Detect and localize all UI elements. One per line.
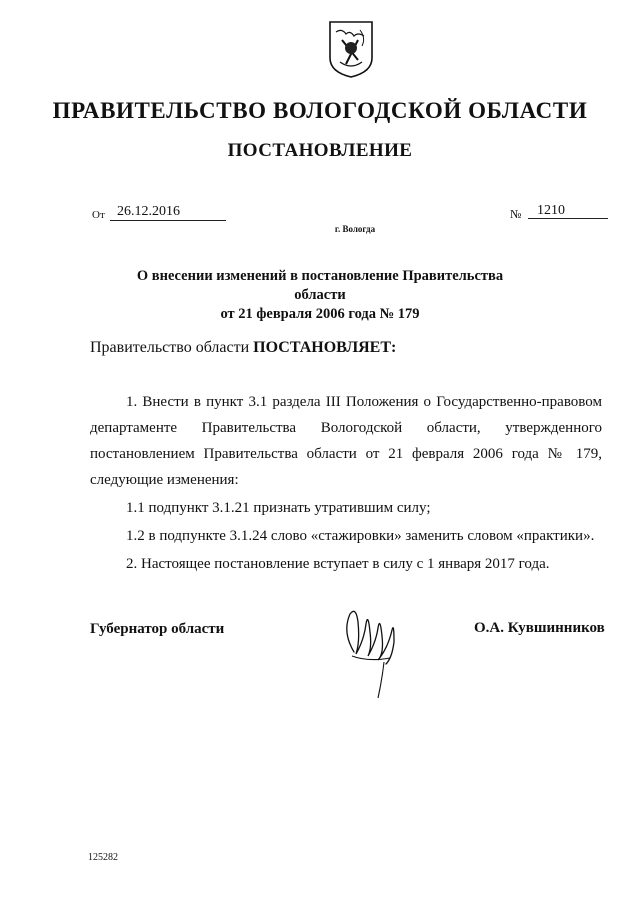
coat-of-arms-icon <box>328 20 374 78</box>
government-title: ПРАВИТЕЛЬСТВО ВОЛОГОДСКОЙ ОБЛАСТИ <box>52 98 588 123</box>
document-number: 1210 <box>537 203 565 218</box>
date-underline <box>110 220 226 221</box>
document-body <box>90 389 602 577</box>
document-subject <box>120 267 520 324</box>
resolves-keyword: ПОСТАНОВЛЯЕТ: <box>253 339 397 356</box>
subject-line-2: от 21 февраля 2006 года № 179 <box>220 306 420 322</box>
signatory-name: О.А. Кувшинников <box>474 620 605 636</box>
document-type: ПОСТАНОВЛЕНИЕ <box>227 140 413 161</box>
signatory-title: Губернатор области <box>90 621 225 637</box>
resolves-prefix: Правительство области <box>90 339 254 356</box>
number-label: № <box>510 207 522 221</box>
document-code: 125282 <box>88 852 118 863</box>
paragraph-1: 1. Внести в пункт 3.1 раздела III Положения о Государственно-правовом департаменте Правительства Вологодской области, утвержденного постановлением Правительства области от 21 февраля 2006 года № 179, следующие изменения: <box>90 394 602 488</box>
date-label: От <box>92 209 105 221</box>
paragraph-1-2: 1.2 в подпункте 3.1.24 слово «стажировки» заменить словом «практики». <box>126 528 595 544</box>
city: г. Вологда <box>334 224 376 234</box>
subject-line-1: О внесении изменений в постановление Правительства области <box>136 268 504 303</box>
resolves-line <box>90 339 396 357</box>
document-date: 26.12.2016 <box>117 204 180 219</box>
handwritten-signature-icon <box>334 602 406 702</box>
paragraph-1-1: 1.1 подпункт 3.1.21 признать утратившим силу; <box>126 500 431 516</box>
paragraph-2: 2. Настоящее постановление вступает в силу с 1 января 2017 года. <box>126 556 550 572</box>
